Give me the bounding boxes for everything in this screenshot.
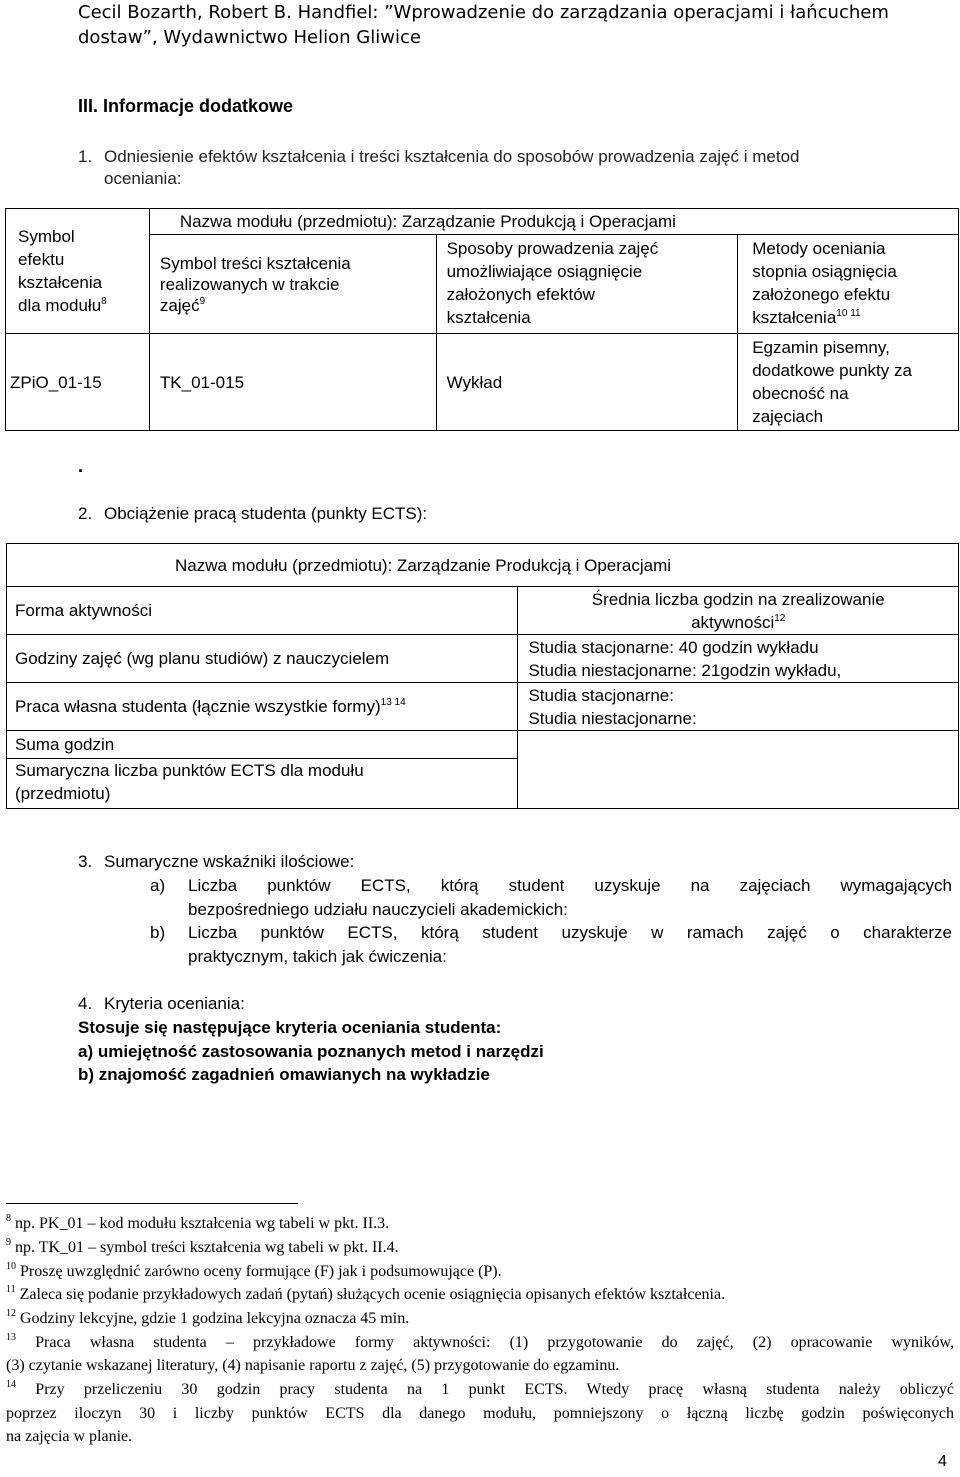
praca-value-line: Studia stacjonarne: [528, 685, 674, 705]
item1-number: 1. [78, 147, 93, 166]
header-line-2: dostaw”, Wydawnictwo Helion Gliwice [78, 27, 421, 48]
footnote-11 [6, 1284, 954, 1305]
footnote-text: Przy przeliczeniu 30 godzin pracy studenta na 1 punkt ECTS. Wtedy pracę własną studenta należy obliczyć [16, 1381, 954, 1398]
symbol-header-line: Symbol [18, 227, 75, 246]
item3-number: 3. [78, 852, 93, 871]
footnote-10 [6, 1261, 954, 1282]
symbol-header-cell [6, 209, 150, 334]
metody-header-line: stopnia osiągnięcia [752, 262, 897, 281]
criteria-b: b) znajomość zagadnień omawianych na wykładzie [78, 1065, 490, 1084]
sposoby-header-line: Sposoby prowadzenia zajęć [446, 239, 659, 258]
praca-value-line: Studia niestacjonarne: [528, 708, 697, 728]
item1-line-2: oceniania: [104, 169, 182, 188]
godziny-value-line: Studia stacjonarne: 40 godzin wykładu [528, 637, 819, 657]
footnote-13-cont: (3) czytanie wskazanej literatury, (4) napisanie raportu z zajęć, (5) przygotowanie do egzaminu. [6, 1357, 620, 1374]
item2-text: Obciążenie pracą studenta (punkty ECTS): [104, 504, 428, 523]
godziny-value-cell [518, 635, 959, 683]
tresci-header-line: realizowanych w trakcie [159, 274, 340, 294]
footnote-14-cont-2: na zajęcia w planie. [6, 1428, 133, 1445]
metody-header-line: Metody oceniania [752, 239, 886, 258]
metody-line: Egzamin pisemny, [752, 338, 890, 357]
godziny-value-line: Studia niestacjonarne: 21godzin wykładu, [528, 660, 842, 680]
footnote-number: 11 [6, 1284, 16, 1295]
sposoby-header-line: założonych efektów [446, 285, 595, 304]
srednia-line: Średnia liczba godzin na zrealizowanie [591, 589, 885, 609]
suma-cell: Suma godzin [7, 731, 518, 759]
footnote-text: Praca własna studenta – przykładowe formy aktywności: (1) przygotowanie do zajęć, (2) opracowanie wyników, [16, 1334, 954, 1351]
tresci-header-cell [149, 235, 436, 334]
item2-number: 2. [78, 504, 93, 523]
outcomes-table [5, 208, 959, 431]
item3-b-line-1: Liczba punktów ECTS, którą student uzyskuje w ramach zajęć o charakterze [188, 923, 952, 942]
criteria-a: a) umiejętność zastosowania poznanych metod i narzędzi [78, 1042, 544, 1061]
footnote-number: 14 [6, 1379, 16, 1390]
item1-line-1: Odniesienie efektów kształcenia i treści kształcenia do sposobów prowadzenia zajęć i metod [104, 147, 800, 166]
page-number: 4 [938, 1453, 947, 1470]
footnote-8 [6, 1213, 954, 1234]
footnote-14-cont: poprzez iloczyn 30 i liczby punktów ECTS dla danego modułu, pomniejszony o łączną liczbę godzin poświęconych [6, 1405, 954, 1422]
section-title: III. Informacje dodatkowe [78, 96, 294, 116]
sumaryczna-line: Sumaryczna liczba punktów ECTS dla modułu [15, 761, 364, 780]
footnote-text: Godziny lekcyjne, gdzie 1 godzina lekcyjna oznacza 45 min. [16, 1310, 410, 1327]
footnote-ref: 8 [101, 296, 107, 307]
footnote-13 [6, 1332, 954, 1353]
footnote-number: 8 [6, 1213, 11, 1224]
header-line-1: Cecil Bozarth, Robert B. Handfiel: ”Wprowadzenie do zarządzania operacjami i łańcuchem [78, 2, 889, 23]
metody-line: dodatkowe punkty za [752, 361, 912, 380]
item4-number: 4. [78, 994, 93, 1013]
stray-dot: . [78, 456, 84, 476]
sposoby-header-line: umożliwiające osiągnięcie [446, 262, 643, 281]
srednia-cell [518, 587, 959, 635]
footnote-number: 10 [6, 1261, 16, 1272]
item3-a-line-1: Liczba punktów ECTS, którą student uzyskuje na zajęciach wymagających [188, 876, 952, 895]
item3-b-label: b) [150, 923, 166, 942]
symbol-header-line: efektu [18, 250, 65, 269]
sposoby-header-cell [436, 235, 738, 334]
praca-cell [7, 683, 518, 731]
symbol-header-line: dla modułu [18, 296, 102, 315]
metody-line: zajęciach [752, 407, 824, 426]
footnote-text: np. PK_01 – kod modułu kształcenia wg tabeli w pkt. II.3. [11, 1215, 390, 1232]
item4-title: Kryteria oceniania: [104, 994, 245, 1013]
empty-value-cell [518, 731, 959, 809]
footnote-12 [6, 1308, 954, 1329]
module-name-cell: Nazwa modułu (przedmiotu): Zarządzanie Produkcją i Operacjami [149, 209, 958, 235]
item3-b-line-2: praktycznym, takich jak ćwiczenia: [188, 947, 447, 966]
sposoby-header-line: kształcenia [446, 308, 531, 327]
godziny-cell: Godziny zajęć (wg planu studiów) z nauczycielem [7, 635, 518, 683]
symbol-cell: ZPiO_01-15 [6, 334, 150, 431]
metody-header-line: kształcenia [752, 308, 837, 327]
metody-header-cell [738, 235, 959, 334]
footnote-text: np. TK_01 – symbol treści kształcenia wg tabeli w pkt. II.4. [11, 1239, 399, 1256]
tresci-header-line: zajęć [159, 295, 200, 315]
footnote-ref: 13 14 [380, 697, 406, 708]
footnote-ref: 12 [774, 612, 786, 624]
module-name-row [7, 544, 959, 587]
footnote-text: Proszę uwzględnić zarówno oceny formujące (F) jak i podsumowujące (P). [16, 1263, 502, 1280]
forma-cell: Forma aktywności [7, 587, 518, 635]
symbol-header-line: kształcenia [18, 273, 103, 292]
sumaryczna-cell [7, 759, 518, 809]
workload-table [6, 543, 959, 809]
srednia-line: aktywności [691, 612, 775, 632]
footnote-number: 9 [6, 1237, 11, 1248]
tresci-header-line: Symbol treści kształcenia [159, 253, 351, 273]
footnote-text: Zaleca się podanie przykładowych zadań (pytań) służących ocenie osiągnięcia opisanych efektów kształcenia. [15, 1286, 726, 1303]
praca-label: Praca własna studenta (łącznie wszystkie formy) [15, 697, 381, 716]
sposoby-cell: Wykład [436, 334, 738, 431]
metody-line: obecność na [752, 384, 849, 403]
module-prefix: Nazwa modułu (przedmiotu): [175, 555, 398, 575]
footnote-ref: 10 11 [836, 308, 861, 319]
metody-header-line: założonego efektu [752, 285, 891, 304]
criteria-intro: Stosuje się następujące kryteria oceniania studenta: [78, 1018, 502, 1037]
footnote-14 [6, 1379, 954, 1400]
item3-a-line-2: bezpośredniego udziału nauczycieli akademickich: [188, 900, 568, 919]
footnote-number: 12 [6, 1308, 16, 1319]
module-name: Zarządzanie Produkcją i Operacjami [397, 555, 672, 575]
item3-a-label: a) [150, 876, 166, 895]
sumaryczna-line: (przedmiotu) [15, 784, 111, 803]
item3-title: Sumaryczne wskaźniki ilościowe: [104, 852, 355, 871]
tresci-cell: TK_01-015 [149, 334, 436, 431]
praca-value-cell [518, 683, 959, 731]
metody-cell [738, 334, 959, 431]
footnote-9 [6, 1237, 954, 1258]
footnote-separator [6, 1203, 298, 1204]
footnote-ref: 9 [199, 295, 206, 307]
footnote-number: 13 [6, 1332, 16, 1343]
